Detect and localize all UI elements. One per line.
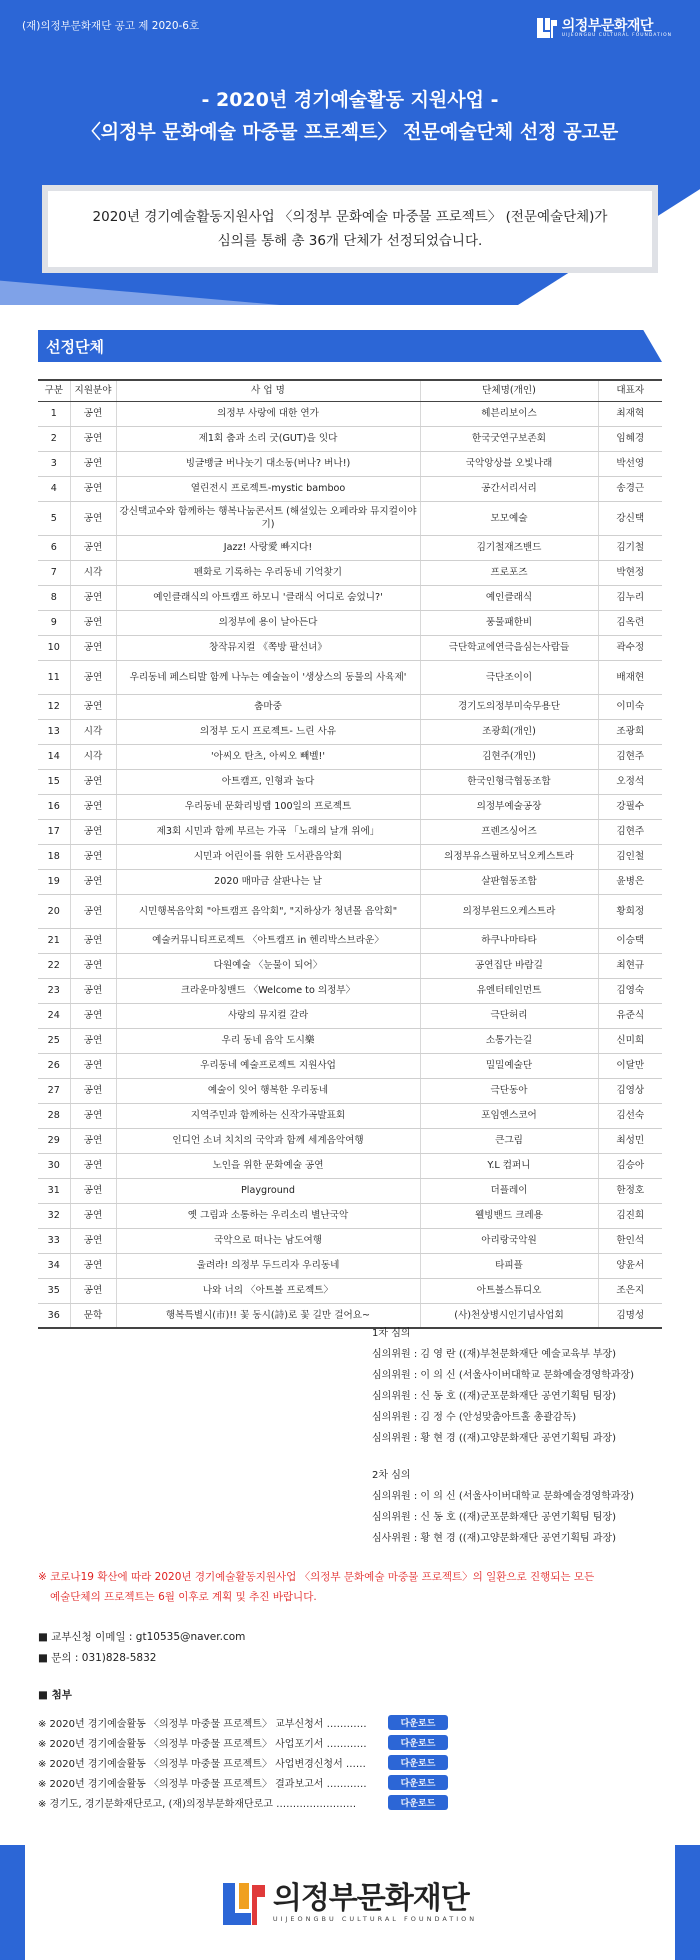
round1-title: 1차 심의: [372, 1328, 411, 1339]
table-row: [38, 1153, 662, 1178]
table-row: [38, 744, 662, 769]
foundation-logo[interactable]: [537, 18, 672, 38]
cell-field: 공연: [70, 1028, 116, 1053]
cell-representative: 윤병은: [598, 869, 662, 894]
download-button[interactable]: 다운로드: [388, 1755, 448, 1770]
cell-project: 의정부 도시 프로젝트- 느린 사유: [116, 719, 420, 744]
cell-number: 1: [38, 401, 70, 426]
cell-representative: 김기철: [598, 535, 662, 560]
round2-title: 2차 심의: [372, 1470, 411, 1481]
cell-number: 11: [38, 660, 70, 694]
attachment-item: [38, 1752, 448, 1772]
cell-group: 한국굿연구보존회: [420, 426, 598, 451]
cell-field: 공연: [70, 660, 116, 694]
cell-group: 타피플: [420, 1253, 598, 1278]
cell-field: 공연: [70, 1053, 116, 1078]
cell-field: 시각: [70, 719, 116, 744]
page-title-line1: - 2020년 경기예술활동 지원사업 -: [201, 89, 499, 111]
cell-project: 다원예술 〈눈물이 되어〉: [116, 953, 420, 978]
cell-field: 공연: [70, 426, 116, 451]
contact-info: [38, 1627, 245, 1669]
cell-group: 소통가는길: [420, 1028, 598, 1053]
attachment-item: [38, 1712, 448, 1732]
cell-number: 12: [38, 694, 70, 719]
cell-number: 26: [38, 1053, 70, 1078]
cell-representative: 박현정: [598, 560, 662, 585]
cell-project: 크라운마칭밴드 〈Welcome to 의정부〉: [116, 978, 420, 1003]
cell-representative: 송경근: [598, 476, 662, 501]
attachment-label: ※ 2020년 경기예술활동 〈의정부 마중물 프로젝트〉 사업포기서 …………: [38, 1738, 367, 1750]
cell-group: 프렌즈싱어즈: [420, 819, 598, 844]
cell-project: 행복특별시(市)!! 꽃 동시(詩)로 꽃 길만 걸어요~: [116, 1303, 420, 1328]
attachment-item: [38, 1732, 448, 1752]
cell-field: 공연: [70, 1203, 116, 1228]
cell-field: 공연: [70, 1228, 116, 1253]
cell-representative: 김인철: [598, 844, 662, 869]
cell-number: 33: [38, 1228, 70, 1253]
cell-project: 지역주민과 함께하는 신작가곡발표회: [116, 1103, 420, 1128]
table-row: [38, 1228, 662, 1253]
cell-representative: 김옥련: [598, 610, 662, 635]
col-header-category: 구분: [38, 380, 70, 401]
cell-project: 우리동네 페스티발 함께 나누는 예술놀이 '생상스의 동물의 사육제': [116, 660, 420, 694]
contact-email: ■ 교부신청 이메일 : gt10535@naver.com: [38, 1631, 246, 1643]
cell-field: 공연: [70, 610, 116, 635]
footer: [0, 1845, 700, 1960]
cell-number: 4: [38, 476, 70, 501]
cell-group: Y.L 컴퍼니: [420, 1153, 598, 1178]
judge-line: 심사위원 : 황 현 경 ((재)고양문화재단 공연기획팀 과장): [372, 1533, 617, 1544]
table-row: [38, 1278, 662, 1303]
table-header-row: [38, 380, 662, 401]
cell-project: 예술이 잇어 행복한 우리동네: [116, 1078, 420, 1103]
cell-number: 22: [38, 953, 70, 978]
cell-project: 의정부 사랑에 대한 연가: [116, 401, 420, 426]
table-row: [38, 694, 662, 719]
cell-project: 펜화로 기록하는 우리동네 기억찾기: [116, 560, 420, 585]
cell-project: 국악으로 떠나는 남도여행: [116, 1228, 420, 1253]
footer-inner: [25, 1845, 675, 1960]
notice-line1: ※ 코로나19 확산에 따라 2020년 경기예술활동지원사업 〈의정부 문화예술 마중물 프로젝트〉의 일환으로 진행되는 모든: [38, 1571, 595, 1583]
table-row: [38, 978, 662, 1003]
cell-field: 공연: [70, 401, 116, 426]
cell-number: 19: [38, 869, 70, 894]
cell-group: 웰빙밴드 크레용: [420, 1203, 598, 1228]
cell-field: 공연: [70, 1078, 116, 1103]
cell-project: 강신택교수와 함께하는 행복나눔콘서트 (해설있는 오페라와 뮤지컬이야기): [116, 501, 420, 535]
table-row: [38, 1178, 662, 1203]
cell-representative: 황희정: [598, 894, 662, 928]
attachment-label: ※ 경기도, 경기문화재단로고, (재)의정부문화재단로고 ……………………: [38, 1798, 357, 1810]
col-header-field: 지원분야: [70, 380, 116, 401]
cell-field: 공연: [70, 1153, 116, 1178]
cell-number: 23: [38, 978, 70, 1003]
cell-group: 더플레이: [420, 1178, 598, 1203]
cell-field: 공연: [70, 1003, 116, 1028]
logo-name: 의정부문화재단: [561, 17, 653, 34]
cell-representative: 이달만: [598, 1053, 662, 1078]
cell-group: 공연집단 바람길: [420, 953, 598, 978]
cell-field: 공연: [70, 1128, 116, 1153]
contact-phone: ■ 문의 : 031)828-5832: [38, 1652, 157, 1664]
cell-representative: 한정호: [598, 1178, 662, 1203]
table-row: [38, 426, 662, 451]
cell-number: 7: [38, 560, 70, 585]
cell-number: 31: [38, 1178, 70, 1203]
cell-group: 살판협동조합: [420, 869, 598, 894]
cell-number: 25: [38, 1028, 70, 1053]
judge-line: 심의위원 : 김 정 수 (안성맞춤아트홀 총괄감독): [372, 1412, 577, 1423]
intro-line1: 2020년 경기예술활동지원사업 〈의정부 문화예술 마중물 프로젝트〉 (전문예술단체)가: [92, 209, 608, 225]
cell-group: 극단동아: [420, 1078, 598, 1103]
cell-group: 하쿠나마타타: [420, 928, 598, 953]
cell-representative: 김진희: [598, 1203, 662, 1228]
cell-field: 시각: [70, 744, 116, 769]
cell-group: 극단조이이: [420, 660, 598, 694]
cell-field: 공연: [70, 844, 116, 869]
judge-line: 심의위원 : 김 영 란 ((재)부천문화재단 예술교육부 부장): [372, 1349, 617, 1360]
table-row: [38, 610, 662, 635]
footer-logo-subtitle: UIJEONGBU CULTURAL FOUNDATION: [272, 1914, 478, 1923]
cell-representative: 임혜경: [598, 426, 662, 451]
table-row: [38, 819, 662, 844]
cell-field: 공연: [70, 928, 116, 953]
cell-representative: 강신택: [598, 501, 662, 535]
cell-group: 모모예술: [420, 501, 598, 535]
cell-group: 극단학교에연극을심는사람들: [420, 635, 598, 660]
cell-project: 2020 매마금 살판나는 날: [116, 869, 420, 894]
attachment-item: [38, 1772, 448, 1792]
cell-representative: 오정석: [598, 769, 662, 794]
cell-representative: 강필수: [598, 794, 662, 819]
section-bar: [38, 330, 662, 362]
cell-project: Playground: [116, 1178, 420, 1203]
intro-line2: 심의를 통해 총 36개 단체가 선정되었습니다.: [217, 233, 483, 249]
judge-line: 심의위원 : 신 동 호 ((재)군포문화재단 공연기획팀 팀장): [372, 1512, 617, 1523]
table-row: [38, 1128, 662, 1153]
cell-project: 시민행복음악회 "아트캠프 음악회", "지하상가 청년몰 음악회": [116, 894, 420, 928]
cell-project: 아트캠프, 인형과 놀다: [116, 769, 420, 794]
footer-logo-name: 의정부문화재단: [272, 1880, 469, 1916]
header-banner: [0, 0, 700, 305]
cell-number: 8: [38, 585, 70, 610]
section-header: [38, 330, 662, 362]
logo-mark-icon: [223, 1881, 265, 1925]
cell-representative: 조은지: [598, 1278, 662, 1303]
cell-group: 풍물패한비: [420, 610, 598, 635]
cell-group: 큰그림: [420, 1128, 598, 1153]
cell-number: 16: [38, 794, 70, 819]
cell-number: 9: [38, 610, 70, 635]
table-row: [38, 769, 662, 794]
cell-representative: 최재혁: [598, 401, 662, 426]
cell-group: 포임엔스코어: [420, 1103, 598, 1128]
announcement-number: (재)의정부문화재단 공고 제 2020-6호: [22, 20, 200, 32]
intro-box: [42, 185, 658, 273]
table-row: [38, 535, 662, 560]
table-row: [38, 501, 662, 535]
cell-field: 시각: [70, 560, 116, 585]
cell-group: 예인클래식: [420, 585, 598, 610]
cell-representative: 김현주: [598, 744, 662, 769]
cell-field: 공연: [70, 978, 116, 1003]
cell-project: 나와 너의 〈아트볼 프로젝트〉: [116, 1278, 420, 1303]
attachment-item: [38, 1792, 448, 1812]
cell-group: 김기철재즈밴드: [420, 535, 598, 560]
download-button[interactable]: 다운로드: [388, 1775, 448, 1790]
cell-field: 공연: [70, 869, 116, 894]
cell-number: 17: [38, 819, 70, 844]
table-row: [38, 1203, 662, 1228]
cell-representative: 최현규: [598, 953, 662, 978]
cell-group: 밀밀예술단: [420, 1053, 598, 1078]
cell-representative: 박선영: [598, 451, 662, 476]
cell-representative: 신미희: [598, 1028, 662, 1053]
cell-field: 공연: [70, 894, 116, 928]
cell-project: 제1회 춤과 소리 굿(GUT)을 잇다: [116, 426, 420, 451]
table-row: [38, 585, 662, 610]
table-row: [38, 1053, 662, 1078]
cell-number: 20: [38, 894, 70, 928]
cell-project: 의정부에 용이 날아든다: [116, 610, 420, 635]
cell-number: 29: [38, 1128, 70, 1153]
cell-number: 6: [38, 535, 70, 560]
cell-group: 의정부예술공장: [420, 794, 598, 819]
judge-line: 심의위원 : 황 현 경 ((재)고양문화재단 공연기획팀 과장): [372, 1433, 617, 1444]
cell-representative: 배재현: [598, 660, 662, 694]
cell-project: 춤마중: [116, 694, 420, 719]
judge-line: 심의위원 : 이 의 신 (서울사이버대학교 문화예술경영학과장): [372, 1370, 635, 1381]
cell-number: 32: [38, 1203, 70, 1228]
cell-group: 의정부윈드오케스트라: [420, 894, 598, 928]
cell-group: 유엔터테인먼트: [420, 978, 598, 1003]
cell-representative: 김선숙: [598, 1103, 662, 1128]
cell-field: 공연: [70, 953, 116, 978]
cell-project: 우리동네 예술프로젝트 지원사업: [116, 1053, 420, 1078]
table-row: [38, 928, 662, 953]
cell-group: 아트볼스튜디오: [420, 1278, 598, 1303]
cell-field: 공연: [70, 694, 116, 719]
cell-number: 2: [38, 426, 70, 451]
logo-subtitle: UIJEONGBU CULTURAL FOUNDATION: [561, 32, 672, 38]
download-button[interactable]: 다운로드: [388, 1735, 448, 1750]
cell-field: 공연: [70, 1178, 116, 1203]
cell-project: 인디언 소녀 치치의 국악과 함께 세계음악여행: [116, 1128, 420, 1153]
cell-project: 우리동네 문화리빙랩 100일의 프로젝트: [116, 794, 420, 819]
section-title: 선정단체: [46, 338, 104, 356]
cell-representative: 양윤서: [598, 1253, 662, 1278]
cell-number: 3: [38, 451, 70, 476]
attachments-list: [38, 1712, 448, 1812]
cell-number: 24: [38, 1003, 70, 1028]
footer-logo[interactable]: [223, 1881, 477, 1925]
cell-field: 공연: [70, 1103, 116, 1128]
table-row: [38, 1253, 662, 1278]
col-header-representative: 대표자: [598, 380, 662, 401]
cell-field: 공연: [70, 769, 116, 794]
cell-number: 35: [38, 1278, 70, 1303]
attachment-label: ※ 2020년 경기예술활동 〈의정부 마중물 프로젝트〉 사업변경신청서 ……: [38, 1758, 366, 1770]
cell-group: 김현주(개인): [420, 744, 598, 769]
cell-field: 공연: [70, 501, 116, 535]
cell-representative: 김승아: [598, 1153, 662, 1178]
cell-number: 15: [38, 769, 70, 794]
cell-group: 공간서리서리: [420, 476, 598, 501]
selected-groups-table: [38, 379, 662, 1329]
table-row: [38, 1103, 662, 1128]
table-row: [38, 844, 662, 869]
cell-field: 공연: [70, 794, 116, 819]
cell-representative: 곽수정: [598, 635, 662, 660]
cell-number: 30: [38, 1153, 70, 1178]
table-row: [38, 1028, 662, 1053]
table-row: [38, 635, 662, 660]
table-row: [38, 451, 662, 476]
cell-group: 헤븐리보이스: [420, 401, 598, 426]
col-header-group: 단체명(개인): [420, 380, 598, 401]
table-row: [38, 401, 662, 426]
table-row: [38, 660, 662, 694]
logo-mark-icon: [537, 18, 557, 38]
cell-representative: 한인석: [598, 1228, 662, 1253]
cell-number: 13: [38, 719, 70, 744]
cell-representative: 유준식: [598, 1003, 662, 1028]
cell-representative: 이미숙: [598, 694, 662, 719]
attachment-label: ※ 2020년 경기예술활동 〈의정부 마중물 프로젝트〉 결과보고서 …………: [38, 1778, 367, 1790]
cell-project: 열린전시 프로젝트-mystic bamboo: [116, 476, 420, 501]
table-row: [38, 1003, 662, 1028]
cell-number: 10: [38, 635, 70, 660]
cell-number: 14: [38, 744, 70, 769]
cell-project: Jazz! 사랑愛 빠지다!: [116, 535, 420, 560]
cell-representative: 이승택: [598, 928, 662, 953]
table-row: [38, 953, 662, 978]
cell-group: 의정부유스필하모닉오케스트라: [420, 844, 598, 869]
cell-representative: 김명성: [598, 1303, 662, 1328]
col-header-project: 사 업 명: [116, 380, 420, 401]
cell-representative: 김현주: [598, 819, 662, 844]
cell-project: 울려라! 의정부 두드리자 우리동네: [116, 1253, 420, 1278]
cell-field: 공연: [70, 585, 116, 610]
cell-group: 프로포즈: [420, 560, 598, 585]
cell-field: 공연: [70, 819, 116, 844]
cell-representative: 김누리: [598, 585, 662, 610]
attachment-label: ※ 2020년 경기예술활동 〈의정부 마중물 프로젝트〉 교부신청서 …………: [38, 1718, 367, 1730]
cell-project: 빙글뱅글 버나놋기 대소동(버나? 버나!): [116, 451, 420, 476]
cell-representative: 김영상: [598, 1078, 662, 1103]
cell-project: 옛 그림과 소통하는 우리소리 별난국악: [116, 1203, 420, 1228]
cell-group: 경기도의정부미숙무용단: [420, 694, 598, 719]
cell-field: 공연: [70, 476, 116, 501]
cell-representative: 최성민: [598, 1128, 662, 1153]
download-button[interactable]: 다운로드: [388, 1715, 448, 1730]
cell-project: 창작뮤지컬 《쪽방 팔선녀》: [116, 635, 420, 660]
cell-group: 극단허리: [420, 1003, 598, 1028]
cell-project: '아씨오 탄츠, 아씨오 빼벨!': [116, 744, 420, 769]
cell-project: 사랑의 뮤지컬 갈라: [116, 1003, 420, 1028]
cell-number: 21: [38, 928, 70, 953]
table-row: [38, 719, 662, 744]
table-row: [38, 894, 662, 928]
cell-group: (사)천상병시인기념사업회: [420, 1303, 598, 1328]
cell-field: 공연: [70, 635, 116, 660]
attachments-title: ■ 첨부: [38, 1689, 72, 1701]
table-row: [38, 869, 662, 894]
cell-project: 제3회 시민과 함께 부르는 가곡 「노래의 날개 위에」: [116, 819, 420, 844]
cell-project: 노인을 위한 문화예술 공연: [116, 1153, 420, 1178]
table-row: [38, 794, 662, 819]
covid-notice: [38, 1567, 662, 1607]
cell-field: 공연: [70, 535, 116, 560]
cell-field: 공연: [70, 451, 116, 476]
cell-project: 예인클래식의 아트캠프 하모니 '클래식 어디로 숨었니?': [116, 585, 420, 610]
cell-group: 한국인형극협동조합: [420, 769, 598, 794]
cell-number: 28: [38, 1103, 70, 1128]
cell-representative: 김영숙: [598, 978, 662, 1003]
cell-number: 36: [38, 1303, 70, 1328]
table-row: [38, 476, 662, 501]
page-title-line2: 〈의정부 문화예술 마중물 프로젝트〉 전문예술단체 선정 공고문: [81, 121, 619, 143]
notice-line2: 예술단체의 프로젝트는 6월 이후로 계획 및 추진 바랍니다.: [50, 1591, 317, 1603]
cell-number: 34: [38, 1253, 70, 1278]
download-button[interactable]: 다운로드: [388, 1795, 448, 1810]
judge-line: 심의위원 : 이 의 신 (서울사이버대학교 문화예술경영학과장): [372, 1491, 635, 1502]
cell-project: 우리 동네 음악 도시樂: [116, 1028, 420, 1053]
cell-field: 공연: [70, 1278, 116, 1303]
cell-project: 시민과 어린이를 위한 도서관음악회: [116, 844, 420, 869]
cell-field: 문학: [70, 1303, 116, 1328]
cell-group: 국악앙상블 오빛나래: [420, 451, 598, 476]
table-row: [38, 1078, 662, 1103]
judge-line: 심의위원 : 신 동 호 ((재)군포문화재단 공연기획팀 팀장): [372, 1391, 617, 1402]
cell-group: 조광희(개인): [420, 719, 598, 744]
cell-number: 27: [38, 1078, 70, 1103]
cell-field: 공연: [70, 1253, 116, 1278]
cell-number: 5: [38, 501, 70, 535]
cell-project: 예술커뮤니티프로젝트 〈아트캠프 in 헨리박스브라운〉: [116, 928, 420, 953]
table-row: [38, 560, 662, 585]
cell-group: 아리랑국악원: [420, 1228, 598, 1253]
cell-representative: 조광희: [598, 719, 662, 744]
cell-number: 18: [38, 844, 70, 869]
judges-section: [372, 1323, 634, 1549]
